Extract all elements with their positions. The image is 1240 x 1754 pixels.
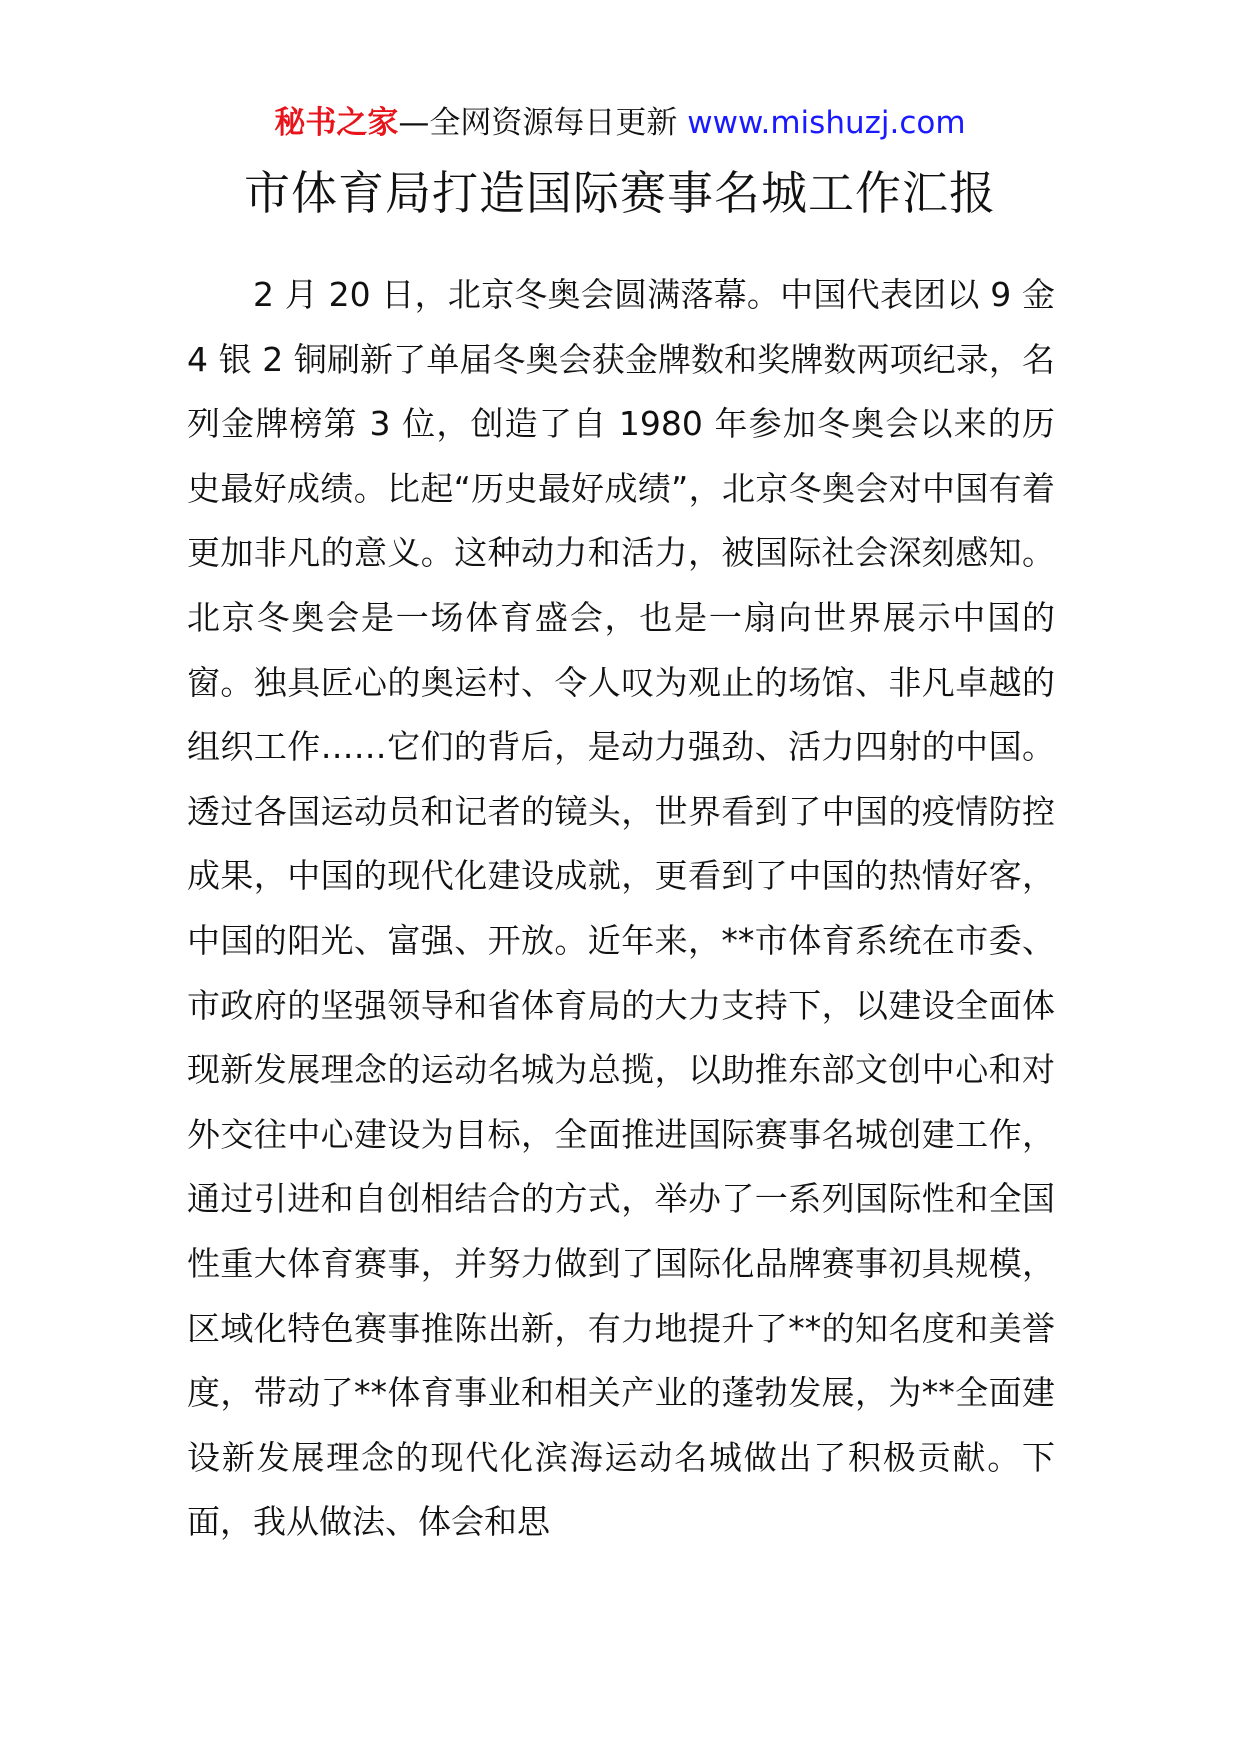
document-title: 市体育局打造国际赛事名城工作汇报 (244, 166, 996, 220)
brand-name: 秘书之家 (274, 105, 399, 141)
body-paragraph: 2 月 20 日，北京冬奥会圆满落幕。中国代表团以 9 金 4 银 2 铜刷新了单届冬奥会获金牌数和奖牌数两项纪录，名列金牌榜第 3 位，创造了自 1980 年参加冬奥会以来的历史最好成绩。比起“历史最好成绩”，北京冬奥会对中国有着更加非凡的意义。这种动力和活力，被国际社会深刻感知。北京冬奥会是一场体育盛会，也是一扇向世界展示中国的窗。独具匠心的奥运村、令人叹为观止的场馆、非凡卓越的组织工作……它们的背后，是动力强劲、活力四射的中国。透过各国运动员和记者的镜头，世界看到了中国的疫情防控成果，中国的现代化建设成就，更看到了中国的热情好客，中国的阳光、富强、开放。近年来，**市体育系统在市委、市政府的坚强领导和省体育局的大力支持下，以建设全面体现新发展理念的运动名城为总揽，以助推东部文创中心和对外交往中心建设为目标，全面推进国际赛事名城创建工作，通过引进和自创相结合的方式，举办了一系列国际性和全国性重大体育赛事，并努力做到了国际化品牌赛事初具规模，区域化特色赛事推陈出新，有力地提升了**的知名度和美誉度，带动了**体育事业和相关产业的蓬勃发展，为**全面建设新发展理念的现代化滨海运动名城做出了积极贡献。下面，我从做法、体会和思 (187, 275, 1056, 1542)
site-url-link[interactable]: www.mishuzj.com (687, 105, 966, 141)
site-header (0, 102, 1240, 144)
header-slogan: —全网资源每日更新 (398, 105, 678, 141)
